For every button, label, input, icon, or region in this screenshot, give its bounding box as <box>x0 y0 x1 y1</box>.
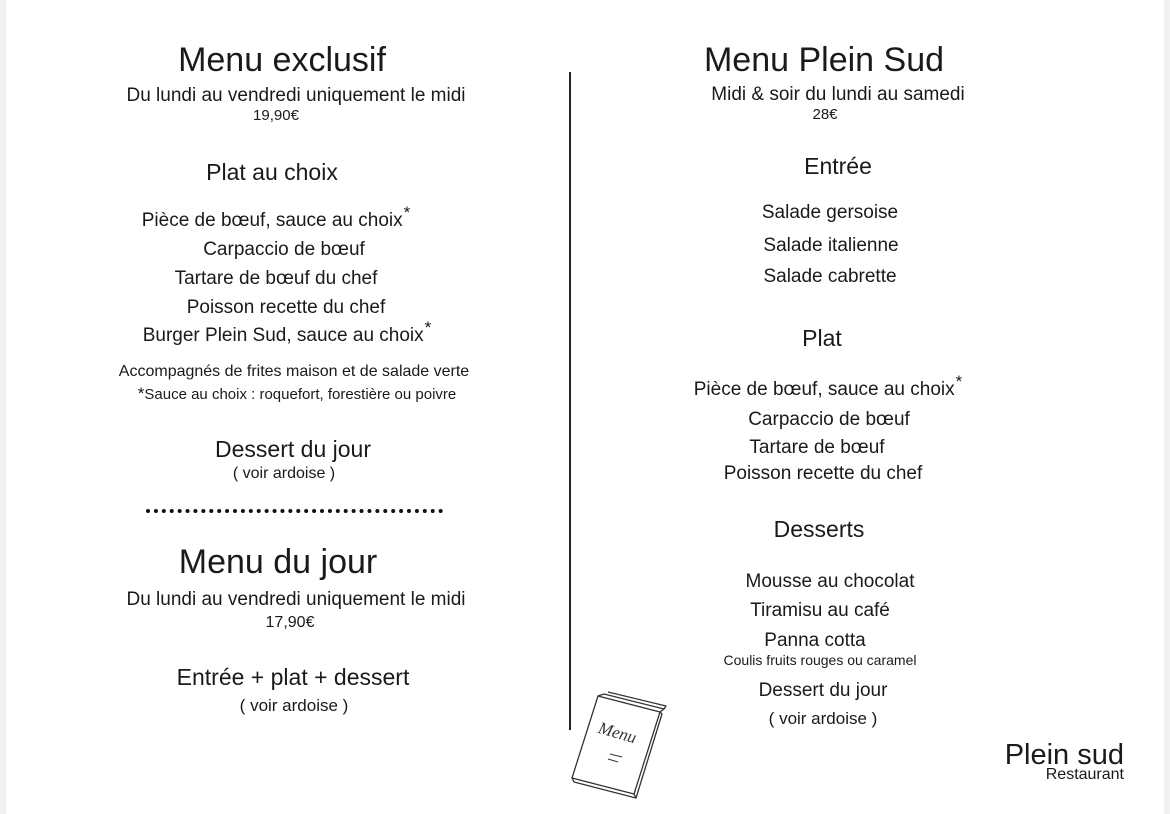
sauce-note <box>138 385 456 402</box>
brand-tagline: Restaurant <box>1045 766 1124 783</box>
dessert-du-jour-note: ( voir ardoise ) <box>232 465 336 482</box>
exclusif-item-label: Burger Plein Sud, sauce au choix <box>142 325 424 346</box>
dotted-divider <box>146 509 443 513</box>
menu-plein-sud-title: Menu Plein Sud <box>703 41 945 79</box>
dessert-item: Mousse au chocolat <box>745 571 915 592</box>
menu-book-icon <box>564 690 668 802</box>
desserts-title: Desserts <box>773 516 865 542</box>
exclusif-item: Carpaccio de bœuf <box>203 239 365 260</box>
brand-block <box>1005 741 1124 783</box>
column-divider <box>569 72 571 730</box>
entree-item: Salade gersoise <box>761 202 899 223</box>
menu-du-jour-price: 17,90€ <box>265 614 315 631</box>
dessert-du-jour-title: Dessert du jour <box>215 436 371 462</box>
exclusif-item: Poisson recette du chef <box>186 297 386 318</box>
plat-item: Poisson recette du chef <box>723 463 923 484</box>
menu-icon-label: Menu <box>596 718 639 748</box>
plat-item: Tartare de bœuf <box>749 437 885 458</box>
accompaniment-note: Accompagnés de frites maison et de salade verte <box>118 363 470 380</box>
asterisk-icon: * <box>424 318 432 337</box>
entree-title: Entrée <box>804 153 872 179</box>
exclusif-item <box>141 203 411 231</box>
exclusif-item-label: Pièce de bœuf, sauce au choix <box>141 210 403 231</box>
plat-title: Plat <box>802 325 842 351</box>
asterisk-icon: * <box>955 372 963 391</box>
brand-name: Plein sud <box>1004 739 1124 771</box>
asterisk-icon: * <box>403 203 411 222</box>
menu-page <box>6 0 1164 814</box>
menu-exclusif-title: Menu exclusif <box>178 41 386 79</box>
sauce-note-label: Sauce au choix : roquefort, forestière ou poivre <box>144 386 457 403</box>
menu-exclusif-price: 19,90€ <box>253 107 299 124</box>
dessert-item: Panna cotta <box>764 630 866 651</box>
plat-au-choix-title: Plat au choix <box>206 159 338 185</box>
dessert-du-jour-item: Dessert du jour <box>758 680 888 701</box>
plat-item-label: Pièce de bœuf, sauce au choix <box>693 379 955 400</box>
menu-du-jour-availability: Du lundi au vendredi uniquement le midi <box>126 589 466 610</box>
menu-plein-sud-price: 28€ <box>812 106 838 123</box>
dessert-item: Tiramisu au café <box>750 600 890 621</box>
menu-plein-sud-availability: Midi & soir du lundi au samedi <box>711 84 965 105</box>
asterisk-icon: * <box>137 384 145 403</box>
exclusif-item: Tartare de bœuf du chef <box>174 268 378 289</box>
dessert-du-jour-right-note: ( voir ardoise ) <box>768 709 878 728</box>
plat-item: Carpaccio de bœuf <box>748 409 910 430</box>
menu-du-jour-title: Menu du jour <box>178 543 378 581</box>
exclusif-item <box>142 318 432 346</box>
menu-du-jour-formula-note: ( voir ardoise ) <box>239 696 349 715</box>
menu-exclusif-availability: Du lundi au vendredi uniquement le midi <box>126 85 466 106</box>
panna-cotta-note: Coulis fruits rouges ou caramel <box>723 652 917 668</box>
entree-item: Salade cabrette <box>763 266 897 287</box>
entree-item: Salade italienne <box>763 235 899 256</box>
menu-du-jour-formula: Entrée + plat + dessert <box>176 664 410 690</box>
plat-item <box>693 372 963 400</box>
